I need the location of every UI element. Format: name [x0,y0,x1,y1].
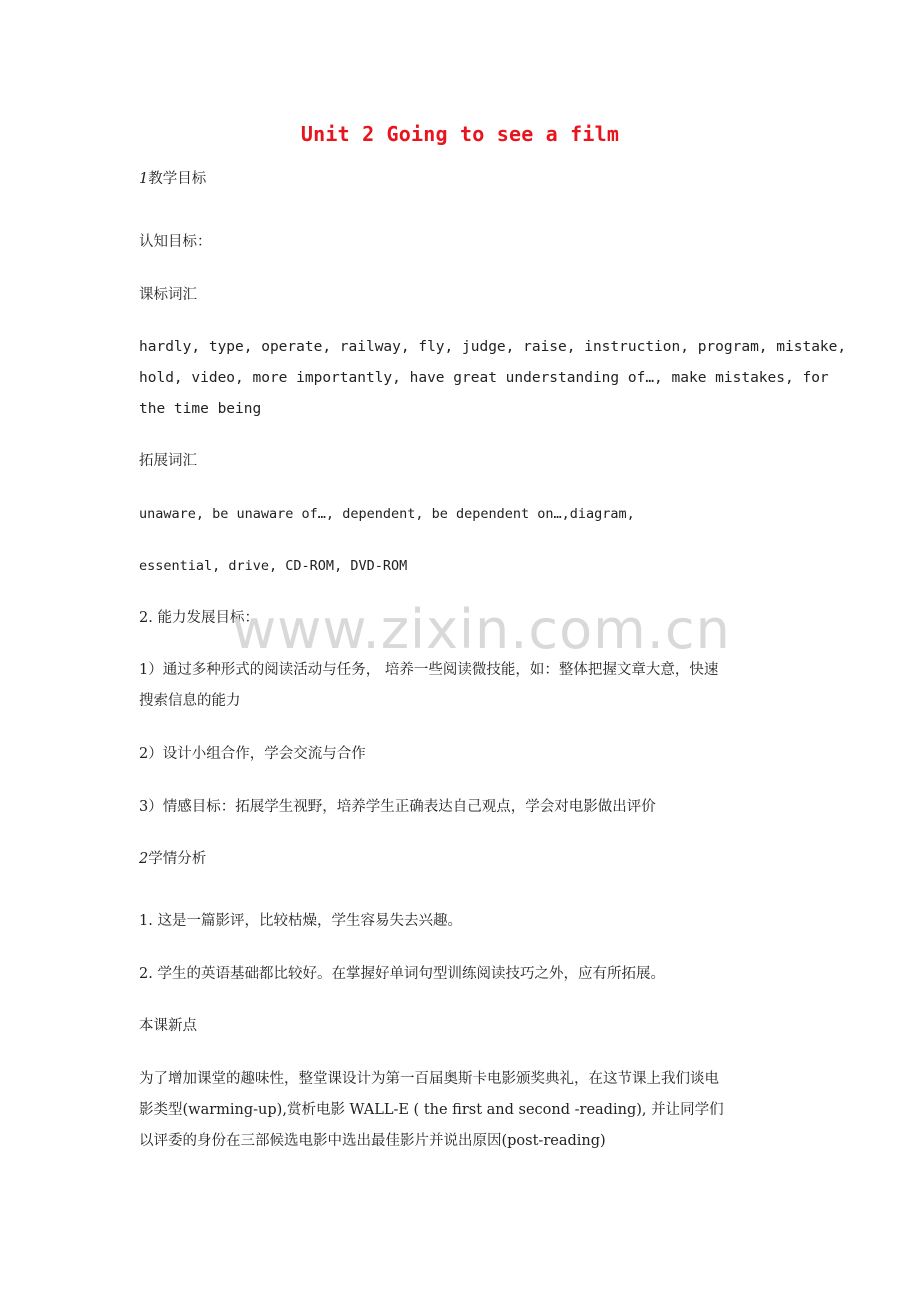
section-label: 学情分析 [148,851,207,867]
ability-item: 3）情感目标：拓展学生视野，培养学生正确表达自己观点，学会对电影做出评价 [139,799,656,815]
new-points-heading: 本课新点 [139,1018,197,1034]
paragraph-line: 影类型(warming-up),赏析电影 WALL-E ( the first and second -reading), 并让同学们 [139,1102,724,1118]
watermark: www.zixin.com.cn [232,598,731,661]
ability-goal-heading: 2. 能力发展目标： [139,610,259,626]
section-heading-student-analysis [139,844,799,875]
core-vocab-line: hold, video, more importantly, have great understanding of…, make mistakes, for [139,370,829,386]
section-heading-teaching-goals [139,164,799,195]
cognitive-goal-heading: 认知目标： [139,234,212,250]
section-number: 2 [139,851,149,867]
analysis-item: 1. 这是一篇影评，比较枯燥，学生容易失去兴趣。 [139,913,462,929]
section-number: 1 [139,171,149,187]
ability-item-line: 搜索信息的能力 [139,693,241,709]
ability-item-line: 1）通过多种形式的阅读活动与任务， 培养一些阅读微技能，如：整体把握文章大意，快速 [139,662,719,678]
new-points-paragraph [139,1064,789,1157]
ext-vocab-line: unaware, be unaware of…, dependent, be dependent on…,diagram, [139,506,635,522]
document-title: Unit 2 Going to see a film [300,122,620,146]
ability-item [139,655,789,717]
section-label: 教学目标 [148,171,207,187]
ext-vocab-heading: 拓展词汇 [139,453,197,469]
paragraph-line: 以评委的身份在三部候选电影中选出最佳影片并说出原因(post-reading) [139,1133,606,1149]
ext-vocab-line: essential, drive, CD-ROM, DVD-ROM [139,558,408,574]
core-vocab-line: the time being [139,401,262,417]
ability-item: 2）设计小组合作，学会交流与合作 [139,746,366,762]
core-vocab-line: hardly, type, operate, railway, fly, judge, raise, instruction, program, mistake, [139,339,847,355]
core-vocab-heading: 课标词汇 [139,287,197,303]
paragraph-line: 为了增加课堂的趣味性，整堂课设计为第一百届奥斯卡电影颁奖典礼，在这节课上我们谈电 [139,1071,719,1087]
core-vocab-list [139,332,847,425]
analysis-item: 2. 学生的英语基础都比较好。在掌握好单词句型训练阅读技巧之外，应有所拓展。 [139,966,665,982]
